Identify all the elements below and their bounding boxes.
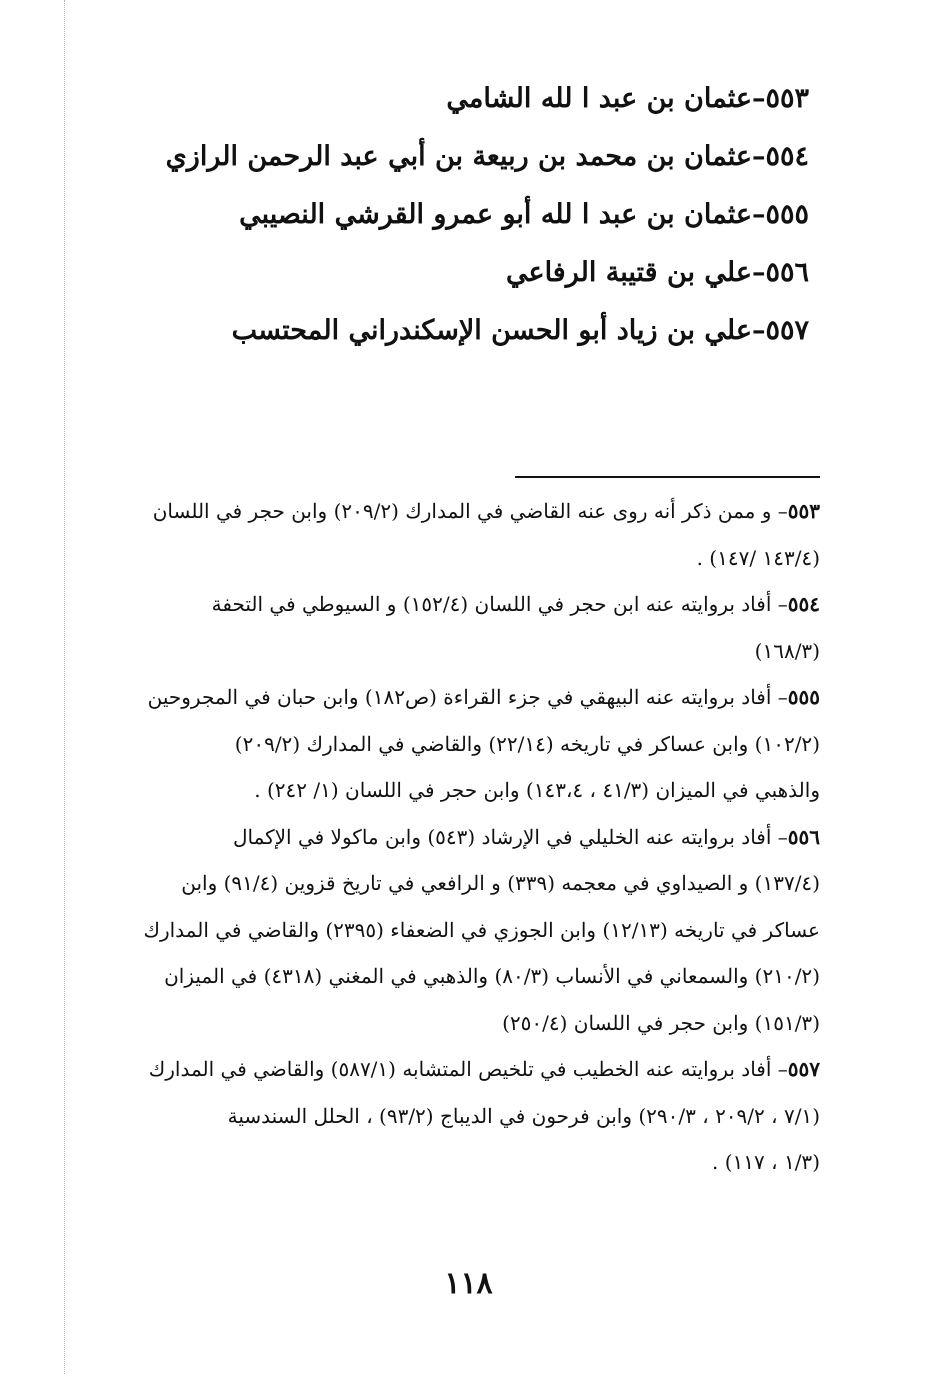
footnote-text: – أفاد بروايته عنه الخليلي في الإرشاد (٥٤٣) وابن ماكولا في الإكمال bbox=[232, 824, 788, 849]
entry-number: ٥٥٧ bbox=[765, 315, 809, 346]
footnote-separator bbox=[515, 476, 820, 478]
footnote-text: – أفاد بروايته عنه البيهقي في جزء القراءة (ص١٨٢) وابن حبان في المجروحين bbox=[147, 685, 788, 709]
entry-text: –عثمان بن عبد ا لله أبو عمرو القرشي النصيبي bbox=[239, 199, 766, 230]
footnote-text: – أفاد بروايته عنه ابن حجر في اللسان (١٥٢/٤) و السيوطي في التحفة bbox=[211, 592, 788, 616]
entry-text: –علي بن قتيبة الرفاعي bbox=[505, 257, 766, 288]
entry-item bbox=[165, 128, 809, 186]
footnote-text: – و ممن ذكر أنه روى عنه القاضي في المدارك (٢٠٩/٢) وابن حجر في اللسان bbox=[152, 499, 788, 523]
footnote-line: (١/٣ ، ١١٧) . bbox=[712, 1150, 820, 1174]
footnote-line: (١٣٧/٤) و الصيداوي في معجمه (٣٣٩) و الرافعي في تاريخ قزوين (٩١/٤) وابن bbox=[181, 871, 820, 895]
footnote-line: (١٥١/٣) وابن حجر في اللسان (٢٥٠/٤) bbox=[502, 1010, 820, 1035]
entry-number: ٥٥٦ bbox=[765, 257, 809, 288]
footnote-number: ٥٥٥ bbox=[787, 685, 820, 709]
entry-item bbox=[209, 70, 809, 128]
footnote-line: (١٤٣/٤ /١٤٧) . bbox=[696, 545, 820, 570]
scan-margin-dots bbox=[64, 0, 65, 1374]
footnotes bbox=[85, 488, 820, 1186]
entry-item bbox=[209, 302, 809, 360]
entry-list bbox=[165, 70, 809, 360]
footnote-number: ٥٥٦ bbox=[787, 824, 820, 849]
entry-number: ٥٥٥ bbox=[765, 199, 809, 230]
footnote-line bbox=[85, 674, 820, 721]
footnote-line: (٧/١ ، ٢٠٩/٢ ، ٢٩٠/٣) وابن فرحون في الديباج (٩٣/٢) ، الحلل السندسية bbox=[227, 1103, 820, 1128]
entry-text: –عثمان بن عبد ا لله الشامي bbox=[446, 83, 766, 114]
footnote-line bbox=[85, 814, 820, 861]
footnote-text: – أفاد بروايته عنه الخطيب في تلخيص المتشابه (٥٨٧/١) والقاضي في المدارك bbox=[148, 1057, 788, 1081]
entry-text: –عثمان بن محمد بن ربيعة بن أبي عبد الرحمن الرازي bbox=[165, 141, 766, 172]
footnote-line: عساكر في تاريخه (١٢/١٣) وابن الجوزي في الضعفاء (٢٣٩٥) والقاضي في المدارك bbox=[143, 917, 820, 942]
footnote-line: (٢١٠/٢) والسمعاني في الأنساب (٨٠/٣) والذهبي في المغني (٤٣١٨) في الميزان bbox=[164, 964, 820, 988]
footnote-line bbox=[85, 581, 820, 628]
footnote-line: (١٦٨/٣) bbox=[754, 638, 820, 663]
entry-number: ٥٥٣ bbox=[765, 83, 809, 114]
footnote-number: ٥٥٤ bbox=[787, 592, 820, 616]
footnote-number: ٥٥٣ bbox=[787, 499, 820, 523]
entry-item bbox=[209, 244, 809, 302]
footnote-line: (١٠٢/٢) وابن عساكر في تاريخه (٢٢/١٤) والقاضي في المدارك (٢٠٩/٢) bbox=[234, 731, 820, 756]
footnote-number: ٥٥٧ bbox=[787, 1057, 820, 1081]
footnote-line bbox=[85, 488, 820, 535]
footnote-line bbox=[85, 1046, 820, 1093]
footnote-line: والذهبي في الميزان (٤١/٣ ، ١٤٣،٤) وابن حجر في اللسان (١/ ٢٤٢) . bbox=[254, 778, 820, 802]
entry-text: –علي بن زياد أبو الحسن الإسكندراني المحتسب bbox=[231, 315, 766, 346]
entry-item bbox=[209, 186, 809, 244]
page-number: ١١٨ bbox=[444, 1266, 493, 1301]
entry-number: ٥٥٤ bbox=[765, 141, 809, 172]
